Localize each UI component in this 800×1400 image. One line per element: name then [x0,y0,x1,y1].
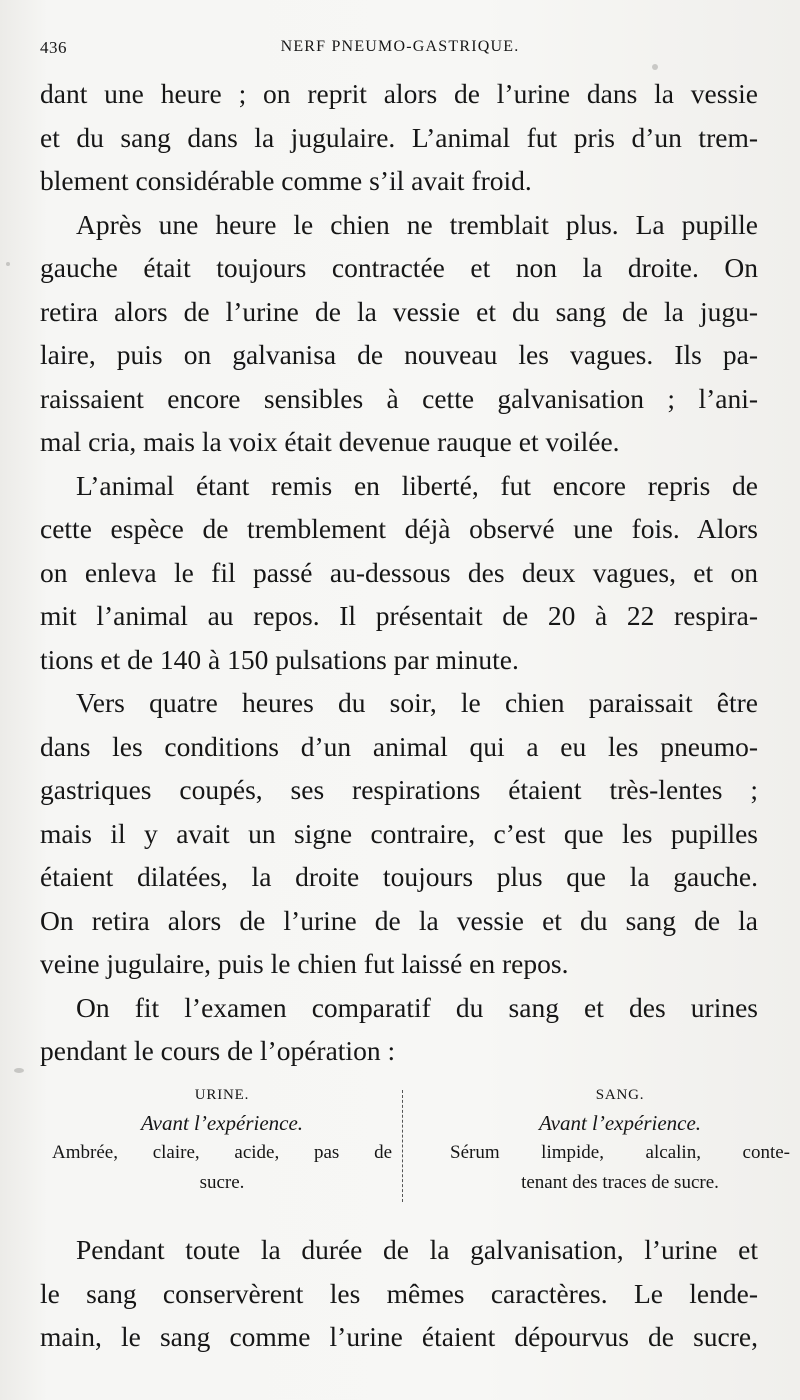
text-line: Pendant toute la durée de la galvanisation, l’urine et [76,1234,758,1265]
text-line: raissaient encore sensibles à cette galvanisation ; l’ani- [40,382,758,414]
sang-line: tenant des traces de sucre. [521,1172,719,1193]
urine-heading: URINE. [194,1087,250,1103]
text-line: gauche était toujours contractée et non la droite. On [40,252,758,283]
text-line: étaient dilatées, la droite toujours plus que la gauche. [40,861,758,892]
page-number: 436 [40,38,67,57]
text-line: retira alors de l’urine de la vessie et du sang de la jugu- [40,295,758,327]
text-line: Après une heure le chien ne tremblait plus. La pupille [76,208,758,240]
text-line: On fit l’examen comparatif du sang et des urines [76,991,758,1023]
text-line: mal cria, mais la voix était devenue rauque et voilée. [40,426,620,457]
body-text-continued [40,1228,758,1359]
text-line: gastriques coupés, ses respirations étaient très-lentes ; [40,774,758,805]
text-line: dans les conditions d’un animal qui a eu les pneumo- [40,730,758,762]
running-head: NERF PNEUMO-GASTRIQUE. [280,38,520,55]
text-line: le sang conservèrent les mêmes caractères. Le lende- [40,1277,758,1309]
sang-column [450,1082,790,1198]
comparison-table [40,1082,790,1208]
text-line: Vers quatre heures du soir, le chien paraissait être [76,687,758,718]
text-line: tions et de 140 à 150 pulsations par minute. [40,643,519,675]
urine-subheading: Avant l’expérience. [140,1111,304,1135]
text-line: mit l’animal au repos. Il présentait de 20 à 22 respira- [40,600,758,631]
sang-subheading: Avant l’expérience. [538,1111,702,1135]
urine-description [52,1138,392,1198]
text-line: veine jugulaire, puis le chien fut laissé en repos. [40,948,569,979]
paper-speck [14,1068,24,1073]
text-line: blement considérable comme s’il avait froid. [40,165,532,196]
text-line: pendant le cours de l’opération : [40,1035,396,1066]
text-line: cette espèce de tremblement déjà observé une fois. Alors [40,513,758,544]
paper-speck [6,262,10,266]
sang-description [450,1138,790,1198]
paper-speck [652,64,658,70]
text-line: dant une heure ; on reprit alors de l’urine dans la vessie [40,78,758,109]
text-line: main, le sang comme l’urine étaient dépourvus de sucre, [40,1321,758,1352]
urine-line: sucre. [199,1172,245,1193]
text-line: on enleva le fil passé au-dessous des deux vagues, et on [40,556,758,588]
page-header [40,38,760,66]
text-line: et du sang dans la jugulaire. L’animal fut pris d’un trem- [40,121,758,153]
text-line: laire, puis on galvanisa de nouveau les vagues. Ils pa- [40,339,758,370]
text-line: L’animal étant remis en liberté, fut encore repris de [76,469,758,501]
body-text [40,72,758,1073]
text-line: mais il y avait un signe contraire, c’est que les pupilles [40,817,758,849]
column-divider [402,1090,404,1202]
urine-line: Ambrée, claire, acide, pas de [52,1142,392,1163]
sang-heading: SANG. [595,1087,645,1103]
sang-line: Sérum limpide, alcalin, conte- [450,1142,790,1163]
text-line: On retira alors de l’urine de la vessie et du sang de la [40,904,758,936]
urine-column [52,1082,392,1198]
